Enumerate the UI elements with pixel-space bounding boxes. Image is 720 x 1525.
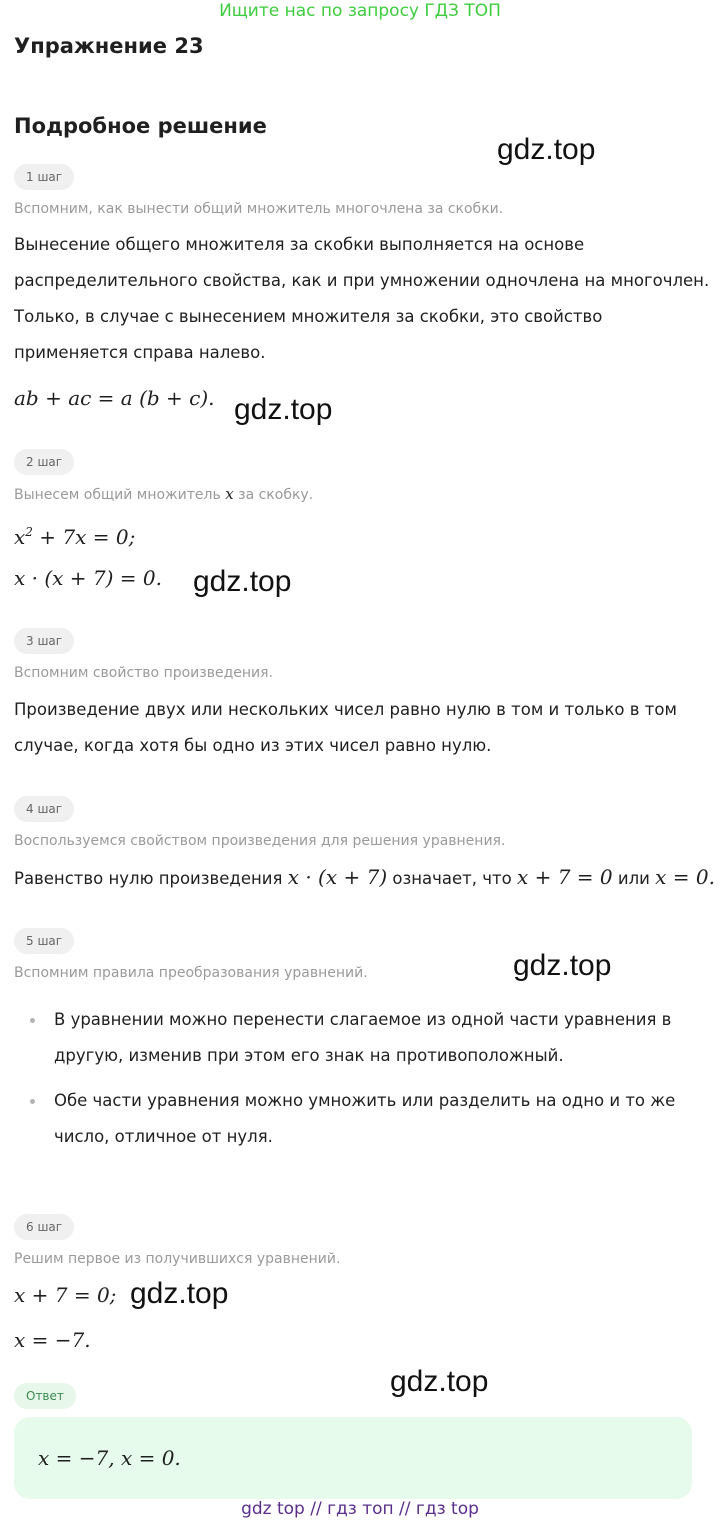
step-badge: 3 шаг xyxy=(14,628,74,654)
step-text-line: Равенство нулю произведения x · (x + 7) означает, что x + 7 = 0 или x = 0. xyxy=(14,865,715,889)
watermark: gdz.top xyxy=(390,1365,489,1398)
solution-title: Подробное решение xyxy=(14,114,267,138)
footer-links[interactable]: gdz top // гдз топ // гдз top xyxy=(241,1499,479,1519)
watermark: gdz.top xyxy=(130,1277,229,1310)
step-text-line: Произведение двух или нескольких чисел равно нулю в том и только в том xyxy=(14,700,677,719)
answer-value: x = −7, x = 0. xyxy=(38,1446,181,1470)
step-badge: 4 шаг xyxy=(14,796,74,822)
bullet-text-line: В уравнении можно перенести слагаемое из одной части уравнения в xyxy=(54,1010,672,1029)
formula-solution: x = −7. xyxy=(14,1328,91,1352)
bullet-marker xyxy=(30,1018,35,1023)
answer-box xyxy=(14,1417,692,1499)
step-hint: Вынесем общий множитель x за скобку. xyxy=(14,485,314,503)
step-hint: Вспомним свойство произведения. xyxy=(14,665,274,681)
formula-equation: $x^2 + 7x = 0$; xyxy=(14,525,136,549)
step-hint: Вспомним, как вынести общий множитель многочлена за скобки. xyxy=(14,201,504,217)
formula-equation: x + 7 = 0; xyxy=(14,1283,117,1307)
bullet-text-line: Обе части уравнения можно умножить или разделить на одно и то же xyxy=(54,1091,676,1110)
answer-badge: Ответ xyxy=(14,1383,76,1409)
watermark: gdz.top xyxy=(234,393,333,426)
watermark: gdz.top xyxy=(513,949,612,982)
step-hint: Решим первое из получившихся уравнений. xyxy=(14,1251,341,1267)
watermark: gdz.top xyxy=(193,565,292,598)
exercise-title: Упражнение 23 xyxy=(14,34,204,58)
step-badge: 1 шаг xyxy=(14,164,74,190)
step-text-line: Только, в случае с вынесением множителя за скобки, это свойство xyxy=(14,307,603,326)
formula-factored: x · (x + 7) = 0. xyxy=(14,566,162,590)
formula-distributive: ab + ac = a (b + c). xyxy=(14,386,215,410)
search-banner[interactable]: Ищите нас по запросу ГДЗ ТОП xyxy=(219,1,501,21)
bullet-text-line: другую, изменив при этом его знак на противоположный. xyxy=(54,1046,564,1065)
step-badge: 2 шаг xyxy=(14,449,74,475)
step-badge: 6 шаг xyxy=(14,1214,74,1240)
bullet-marker xyxy=(30,1099,35,1104)
step-hint: Вспомним правила преобразования уравнений. xyxy=(14,965,368,981)
step-text-line: случае, когда хотя бы одно из этих чисел равно нулю. xyxy=(14,736,492,755)
step-badge: 5 шаг xyxy=(14,928,74,954)
step-text-line: применяется справа налево. xyxy=(14,343,266,362)
step-text-line: распределительного свойства, как и при умножении одночлена на многочлен. xyxy=(14,271,710,290)
step-hint: Воспользуемся свойством произведения для решения уравнения. xyxy=(14,833,506,849)
step-text-line: Вынесение общего множителя за скобки выполняется на основе xyxy=(14,235,585,254)
watermark: gdz.top xyxy=(497,133,596,166)
bullet-text-line: число, отличное от нуля. xyxy=(54,1127,273,1146)
